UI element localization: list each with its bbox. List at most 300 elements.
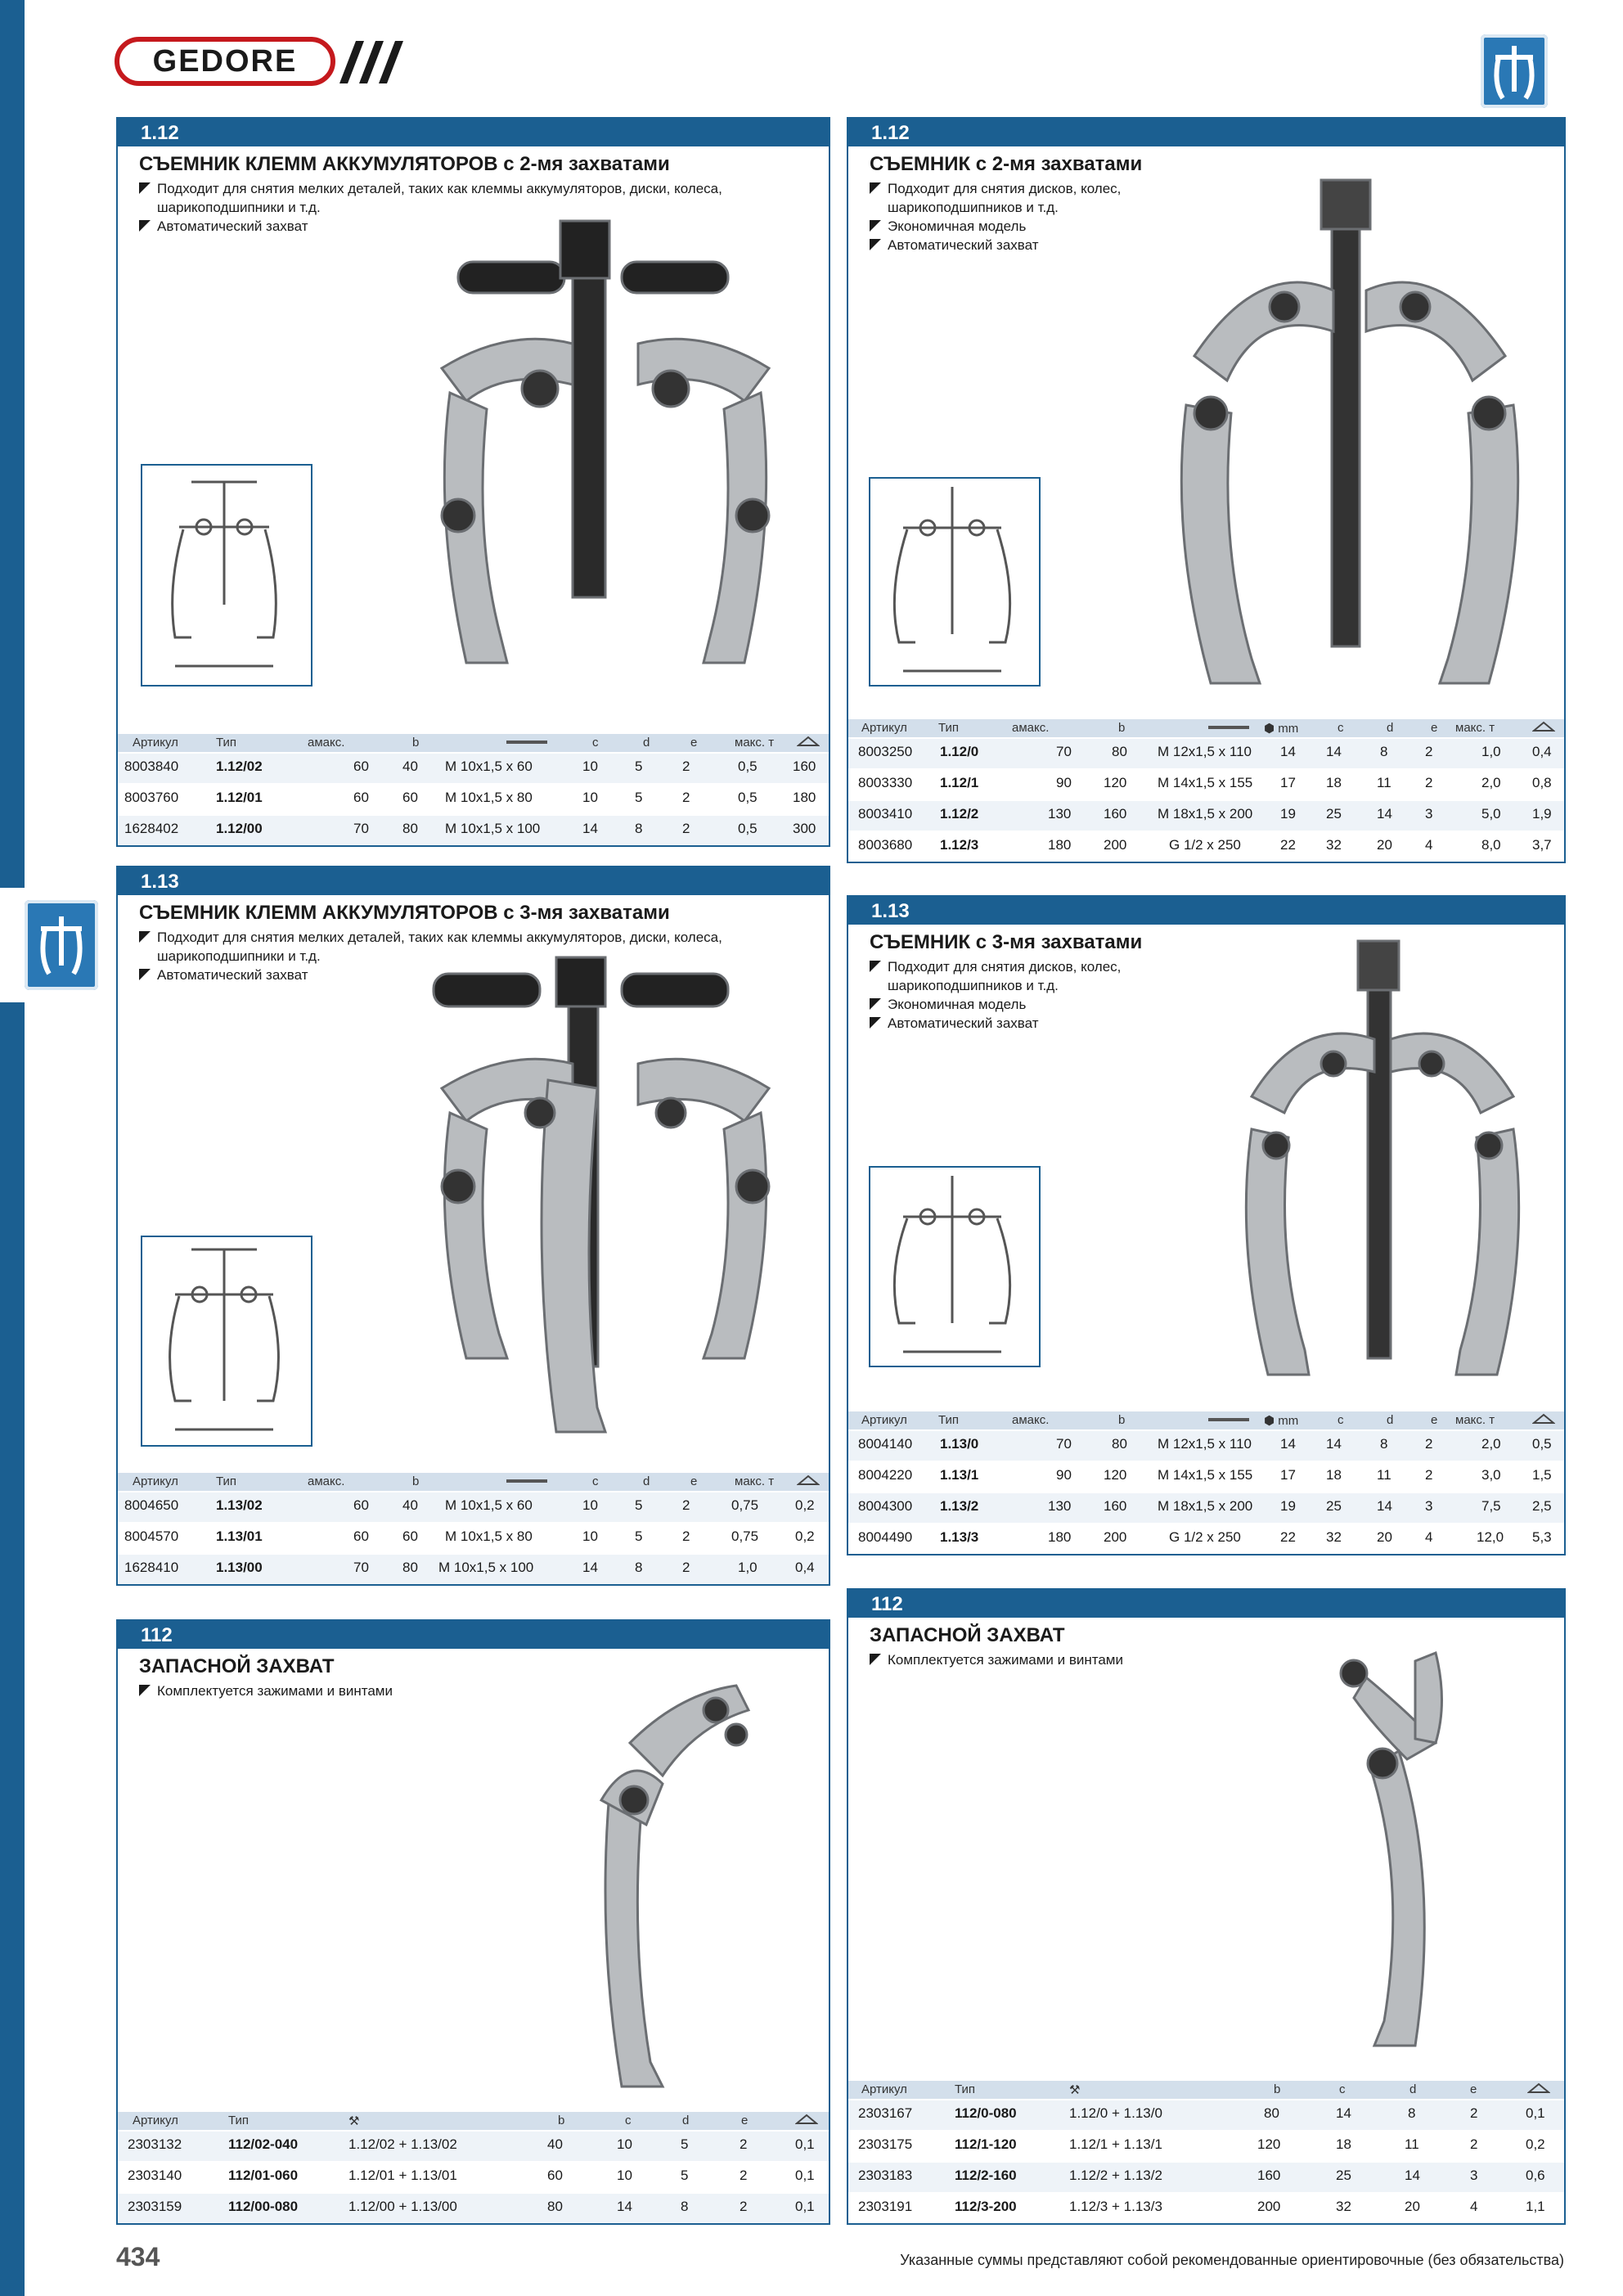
feature-item: Автоматический захват	[139, 217, 794, 236]
col-e: e	[741, 2114, 749, 2127]
section-title: СЪЕМНИК КЛЕММ АККУМУЛЯТОРОВ с 2-мя захватами	[139, 153, 670, 175]
cell: 10	[582, 1528, 598, 1544]
cell: 112/02-040	[228, 2136, 299, 2152]
cell: 14	[1405, 2168, 1420, 2183]
cell: 1.12/1	[940, 775, 979, 790]
cell: 20	[1377, 837, 1392, 853]
cell: M 12x1,5 x 110	[1158, 1436, 1252, 1452]
cell: 1.12/3	[940, 837, 979, 853]
col-e: e	[690, 736, 698, 750]
cell: 2	[1425, 1467, 1433, 1483]
puller-2jaw-photo	[1162, 168, 1538, 691]
table-row	[848, 799, 1564, 831]
cell: 2303167	[858, 2105, 913, 2121]
cell: 14	[617, 2199, 632, 2214]
section-title: СЪЕМНИК с 2-мя захватами	[870, 153, 1143, 175]
cell: 5	[635, 790, 643, 805]
cell: 1.12/0 + 1.13/0	[1069, 2105, 1162, 2121]
cell: 1628410	[124, 1560, 179, 1575]
cell: 120	[1257, 2136, 1281, 2152]
feature-item: Подходит для снятия дисков, колес, шарикоподшипников и т.д.	[870, 957, 1221, 995]
col-d: d	[1409, 2082, 1417, 2096]
hex-icon: ⬢	[1264, 722, 1275, 736]
cell: 1.12/01 + 1.13/01	[348, 2168, 457, 2183]
cell: 0,2	[795, 1497, 815, 1513]
cell: 2303191	[858, 2199, 913, 2214]
cell: 32	[1326, 1529, 1342, 1545]
cell: 10	[582, 1497, 598, 1513]
spec-table	[118, 2112, 829, 2223]
spare-jaw-photo	[573, 1677, 785, 2103]
spec-table	[848, 2081, 1564, 2223]
diagram-drawing	[142, 466, 311, 685]
cell: 300	[793, 821, 816, 836]
cell: 112/3-200	[955, 2199, 1017, 2214]
cell: M 10x1,5 x 100	[445, 821, 541, 836]
cell: 32	[1326, 837, 1342, 853]
cell: 130	[1048, 1498, 1072, 1514]
cell: 70	[1056, 744, 1072, 759]
col-c: c	[1338, 1413, 1344, 1427]
cell: 1.12/00 + 1.13/00	[348, 2199, 457, 2214]
col-c: c	[1339, 2082, 1346, 2096]
cell: 1,9	[1532, 806, 1552, 822]
cell: 8	[635, 821, 643, 836]
cell: 0,4	[795, 1560, 815, 1575]
cell: 2	[1425, 1436, 1433, 1452]
cell: 20	[1405, 2199, 1420, 2214]
col-d: d	[643, 1474, 650, 1488]
cell: 1.12/1 + 1.13/1	[1069, 2136, 1162, 2152]
cell: 2	[740, 2199, 748, 2214]
table-row	[848, 1523, 1564, 1554]
cell: 32	[1336, 2199, 1351, 2214]
cell: 1.12/0	[940, 744, 979, 759]
col-type: Тип	[938, 721, 960, 735]
cell: 25	[1336, 2168, 1351, 2183]
col-c: c	[592, 736, 599, 750]
cell: 8004300	[858, 1498, 913, 1514]
cell: 180	[793, 790, 816, 805]
section-code: 1.13	[118, 867, 829, 895]
side-notch	[0, 888, 25, 1002]
table-header	[118, 1473, 829, 1491]
cell: 112/1-120	[955, 2136, 1017, 2152]
cell: M 12x1,5 x 110	[1158, 744, 1252, 759]
cell: 20	[1377, 1529, 1392, 1545]
cell: 8	[1380, 1436, 1388, 1452]
cell: 5	[635, 759, 643, 774]
col-d: d	[1387, 721, 1394, 735]
spec-table	[118, 1473, 829, 1584]
feature-item: Автоматический захват	[139, 966, 794, 984]
cell: 18	[1326, 775, 1342, 790]
cell: 70	[353, 1560, 369, 1575]
cell: 14	[1326, 1436, 1342, 1452]
table-row	[118, 2130, 829, 2161]
cell: 120	[1104, 1467, 1127, 1483]
cell: 80	[1112, 1436, 1127, 1452]
cell: 40	[402, 759, 418, 774]
section-title: СЪЕМНИК с 3-мя захватами	[870, 931, 1143, 953]
diagram-drawing	[870, 1168, 1039, 1366]
cell: 40	[547, 2136, 563, 2152]
col-c: c	[1338, 721, 1344, 735]
cell: G 1/2 x 250	[1169, 1529, 1241, 1545]
table-row	[848, 831, 1564, 862]
feature-item: Подходит для снятия мелких деталей, таких как клеммы аккумуляторов, диски, колеса, шарикоподшипники и т.д.	[139, 928, 794, 966]
diagram-drawing	[142, 1237, 311, 1445]
table-row	[848, 1492, 1564, 1523]
cell: 2303159	[128, 2199, 182, 2214]
cell: 0,2	[795, 1528, 815, 1544]
col-d: d	[682, 2114, 690, 2127]
fits-icon: ⚒	[348, 2114, 360, 2128]
cell: 0,6	[1526, 2168, 1545, 2183]
col-e: e	[1470, 2082, 1477, 2096]
weight-icon	[1527, 2082, 1550, 2096]
cell: 10	[582, 759, 598, 774]
section-code: 1.12	[118, 119, 829, 146]
cell: 2	[682, 790, 690, 805]
cell: 8003840	[124, 759, 179, 774]
col-type: Тип	[955, 2082, 976, 2096]
dimension-diagram	[141, 464, 312, 687]
cell: G 1/2 x 250	[1169, 837, 1241, 853]
cell: 112/01-060	[228, 2168, 299, 2183]
cell: 3	[1425, 806, 1433, 822]
table-row	[848, 2099, 1564, 2130]
col-hex-unit: mm	[1278, 722, 1299, 736]
cell: 14	[1377, 1498, 1392, 1514]
cell: 14	[1280, 1436, 1296, 1452]
cell: 0,2	[1526, 2136, 1545, 2152]
cell: M 10x1,5 x 80	[445, 790, 533, 805]
cell: 0,5	[738, 759, 758, 774]
col-hex	[1264, 721, 1298, 736]
cell: 1.12/2	[940, 806, 979, 822]
cell: 80	[1112, 744, 1127, 759]
section-code: 112	[848, 1590, 1564, 1618]
cell: 14	[582, 1560, 598, 1575]
cell: 8003760	[124, 790, 179, 805]
cell: 80	[547, 2199, 563, 2214]
cell: 2,5	[1532, 1498, 1552, 1514]
cell: 8004490	[858, 1529, 913, 1545]
cell: 8	[1408, 2105, 1416, 2121]
table-header	[848, 2081, 1564, 2099]
col-article: Артикул	[133, 1474, 178, 1488]
col-max-t: макс. т	[735, 1474, 775, 1488]
feature-item: Комплектуется зажимами и винтами	[139, 1681, 794, 1700]
cell: 11	[1405, 2136, 1419, 2152]
cell: 160	[1257, 2168, 1281, 2183]
col-d: d	[643, 736, 650, 750]
cell: 60	[402, 1528, 418, 1544]
cell: 1,1	[1526, 2199, 1545, 2214]
col-b: b	[1274, 2082, 1281, 2096]
col-a-max: aмакс.	[1012, 721, 1050, 735]
col-article: Артикул	[861, 721, 907, 735]
cell: 10	[582, 790, 598, 805]
cell: 10	[617, 2168, 632, 2183]
cell: 17	[1280, 775, 1296, 790]
col-article: Артикул	[861, 2082, 907, 2096]
cell: 18	[1326, 1467, 1342, 1483]
cell: 180	[1048, 837, 1072, 853]
cell: M 10x1,5 x 80	[445, 1528, 533, 1544]
thread-icon	[506, 1478, 547, 1484]
section-code: 1.13	[848, 897, 1564, 925]
cell: 0,1	[795, 2168, 815, 2183]
table-row	[118, 814, 829, 845]
col-d: d	[1387, 1413, 1394, 1427]
puller-icon	[25, 900, 98, 990]
cell: 80	[402, 1560, 418, 1575]
table-row	[118, 1553, 829, 1584]
table-row	[848, 768, 1564, 799]
col-c: c	[625, 2114, 632, 2127]
col-type: Тип	[216, 736, 237, 750]
puller-3jaw-photo	[1227, 933, 1538, 1391]
col-article: Артикул	[133, 736, 178, 750]
table-row	[118, 2161, 829, 2192]
cell: 90	[1056, 775, 1072, 790]
cell: 2303183	[858, 2168, 913, 2183]
table-row	[848, 1461, 1564, 1492]
cell: 160	[793, 759, 816, 774]
cell: 60	[353, 790, 369, 805]
cell: 2	[740, 2168, 748, 2183]
cell: 1.12/02	[216, 759, 263, 774]
page-number: 434	[116, 2242, 160, 2271]
cell: 19	[1280, 806, 1296, 822]
battery-puller-3jaw-photo	[409, 949, 802, 1456]
cell: 3,0	[1481, 1467, 1501, 1483]
cell: 40	[402, 1497, 418, 1513]
cell: M 10x1,5 x 100	[438, 1560, 534, 1575]
cell: 8003330	[858, 775, 913, 790]
cell: 1.13/2	[940, 1498, 979, 1514]
cell: 1.13/0	[940, 1436, 979, 1452]
cell: 2	[682, 759, 690, 774]
cell: M 18x1,5 x 200	[1158, 1498, 1253, 1514]
cell: 1.13/3	[940, 1529, 979, 1545]
col-a-max: aмакс.	[308, 736, 345, 750]
cell: 160	[1104, 1498, 1127, 1514]
feature-item: Экономичная модель	[870, 217, 1221, 236]
cell: 180	[1048, 1529, 1072, 1545]
table-row	[118, 783, 829, 814]
dimension-diagram	[869, 477, 1041, 687]
feature-list	[870, 957, 1221, 1033]
cell: 8004650	[124, 1497, 179, 1513]
cell: 4	[1425, 1529, 1433, 1545]
cell: 0,1	[795, 2136, 815, 2152]
feature-item: Подходит для снятия мелких деталей, таких как клеммы аккумуляторов, диски, колеса, шарикоподшипники и т.д.	[139, 179, 794, 217]
col-hex-unit: mm	[1278, 1414, 1299, 1428]
col-e: e	[1431, 721, 1438, 735]
section-code: 1.12	[848, 119, 1564, 146]
cell: 8003250	[858, 744, 913, 759]
weight-icon	[795, 2114, 818, 2127]
cell: 19	[1280, 1498, 1296, 1514]
cell: 70	[1056, 1436, 1072, 1452]
weight-icon	[797, 736, 820, 749]
cell: 2	[740, 2136, 748, 2152]
cell: 25	[1326, 806, 1342, 822]
cell: 10	[617, 2136, 632, 2152]
cell: 7,5	[1481, 1498, 1501, 1514]
cell: 60	[547, 2168, 563, 2183]
cell: 1,0	[1481, 744, 1501, 759]
cell: 2303132	[128, 2136, 182, 2152]
cell: 8	[681, 2199, 689, 2214]
col-a-max: aмакс.	[308, 1474, 345, 1488]
side-bar-bottom	[0, 1002, 25, 2296]
footer-note: Указанные суммы представляют собой рекомендованные ориентировочные (без обязательства)	[900, 2252, 1564, 2268]
col-hex	[1264, 1413, 1298, 1428]
table-row	[118, 752, 829, 783]
cell: 8	[635, 1560, 643, 1575]
col-a-max: aмакс.	[1012, 1413, 1050, 1427]
cell: 112/2-160	[955, 2168, 1017, 2183]
cell: 3,7	[1532, 837, 1552, 853]
cell: 0,5	[738, 790, 758, 805]
cell: 14	[1377, 806, 1392, 822]
cell: 0,8	[1532, 775, 1552, 790]
cell: 2	[682, 1528, 690, 1544]
cell: 0,5	[738, 821, 758, 836]
col-article: Артикул	[133, 2114, 178, 2127]
cell: 2	[1425, 775, 1433, 790]
fits-icon: ⚒	[1069, 2083, 1081, 2097]
col-e: e	[1431, 1413, 1438, 1427]
table-row	[118, 2192, 829, 2223]
cell: M 14x1,5 x 155	[1158, 775, 1253, 790]
cell: 0,75	[731, 1497, 759, 1513]
cell: 0,1	[795, 2199, 815, 2214]
col-max-t: макс. т	[1455, 721, 1495, 735]
cell: 0,1	[1526, 2105, 1545, 2121]
col-max-t: макс. т	[1455, 1413, 1495, 1427]
feature-item: Автоматический захват	[870, 236, 1221, 254]
col-type: Тип	[216, 1474, 237, 1488]
cell: 8004140	[858, 1436, 913, 1452]
cell: 5	[635, 1528, 643, 1544]
col-b: b	[1118, 1413, 1126, 1427]
logo-slashes-icon	[331, 41, 413, 83]
cell: 2,0	[1481, 1436, 1501, 1452]
cell: 70	[353, 821, 369, 836]
puller-icon	[1481, 34, 1548, 108]
cell: 5,0	[1481, 806, 1501, 822]
cell: 22	[1280, 1529, 1296, 1545]
col-type: Тип	[938, 1413, 960, 1427]
cell: 112/0-080	[955, 2105, 1017, 2121]
battery-puller-2jaw-photo	[409, 205, 802, 696]
table-header	[118, 734, 829, 752]
cell: 1628402	[124, 821, 179, 836]
cell: 60	[402, 790, 418, 805]
cell: 130	[1048, 806, 1072, 822]
section-code: 112	[118, 1621, 829, 1649]
col-b: b	[1118, 721, 1126, 735]
col-article: Артикул	[861, 1413, 907, 1427]
cell: 3	[1470, 2168, 1478, 2183]
diagram-drawing	[870, 479, 1039, 685]
cell: 112/00-080	[228, 2199, 299, 2214]
section-title: ЗАПАСНОЙ ЗАХВАТ	[870, 1624, 1065, 1646]
cell: 0,75	[731, 1528, 759, 1544]
cell: 1.12/00	[216, 821, 263, 836]
table-row	[848, 737, 1564, 768]
cell: 2303175	[858, 2136, 913, 2152]
table-row	[848, 2130, 1564, 2161]
cell: 60	[353, 759, 369, 774]
table-header	[848, 1411, 1564, 1429]
col-e: e	[690, 1474, 698, 1488]
cell: M 18x1,5 x 200	[1158, 806, 1253, 822]
feature-item: Комплектуется зажимами и винтами	[870, 1650, 1524, 1669]
cell: 5	[635, 1497, 643, 1513]
cell: 25	[1326, 1498, 1342, 1514]
cell: 3	[1425, 1498, 1433, 1514]
thread-icon	[1208, 1416, 1249, 1423]
cell: 1,5	[1532, 1467, 1552, 1483]
feature-item: Экономичная модель	[870, 995, 1221, 1014]
cell: 1.13/00	[216, 1560, 263, 1575]
cell: 14	[582, 821, 598, 836]
col-b: b	[412, 1474, 420, 1488]
cell: 12,0	[1477, 1529, 1504, 1545]
spare-jaw-photo	[1293, 1636, 1505, 2062]
table-row	[848, 2192, 1564, 2223]
col-c: c	[592, 1474, 599, 1488]
cell: 18	[1336, 2136, 1351, 2152]
cell: 80	[1264, 2105, 1279, 2121]
thread-icon	[506, 739, 547, 745]
feature-item: Автоматический захват	[870, 1014, 1221, 1033]
dimension-diagram	[141, 1236, 312, 1447]
cell: 8004220	[858, 1467, 913, 1483]
cell: 80	[402, 821, 418, 836]
cell: 2	[682, 1497, 690, 1513]
cell: 4	[1425, 837, 1433, 853]
cell: 160	[1104, 806, 1127, 822]
cell: 200	[1104, 1529, 1127, 1545]
cell: 120	[1104, 775, 1127, 790]
cell: 14	[1280, 744, 1296, 759]
cell: 2	[1470, 2136, 1478, 2152]
cell: 17	[1280, 1467, 1296, 1483]
cell: 11	[1377, 1467, 1391, 1483]
cell: 11	[1377, 775, 1391, 790]
cell: 8003410	[858, 806, 913, 822]
side-bar-top	[0, 0, 25, 888]
cell: 90	[1056, 1467, 1072, 1483]
spec-table	[118, 734, 829, 845]
cell: 60	[353, 1497, 369, 1513]
cell: 60	[353, 1528, 369, 1544]
cell: 5	[681, 2136, 689, 2152]
cell: 0,4	[1532, 744, 1552, 759]
cell: 1.12/01	[216, 790, 263, 805]
table-row	[118, 1491, 829, 1522]
cell: 1.13/1	[940, 1467, 979, 1483]
cell: 2	[682, 1560, 690, 1575]
cell: 1.12/02 + 1.13/02	[348, 2136, 457, 2152]
